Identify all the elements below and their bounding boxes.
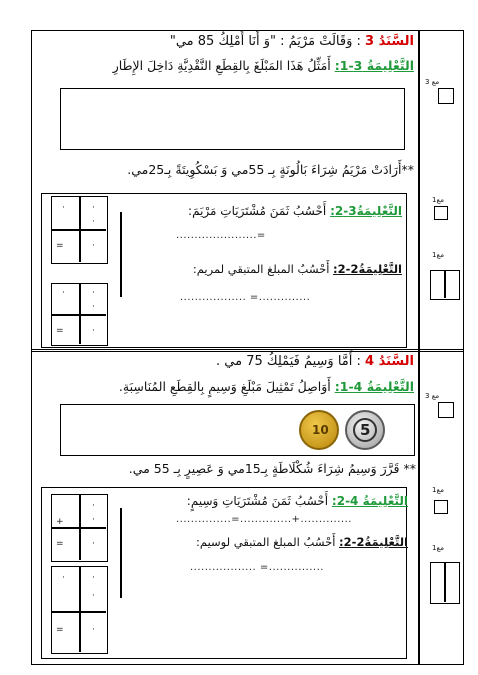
- section4-task1-label: التَّعْلِيمَةُ 4-1:: [334, 379, 414, 394]
- section4-crit-a-label: مع 3: [425, 392, 440, 400]
- grid-dot: ·: [92, 515, 95, 525]
- grid-dot: ·: [92, 625, 95, 635]
- section3-title: [170, 34, 414, 49]
- section4-crit-c-box[interactable]: [430, 562, 460, 604]
- section3-task1-label: التَّعْلِيمَةُ 3-1:: [334, 58, 414, 73]
- grid-plus: +: [56, 517, 64, 527]
- section3-task2-text: أَحْسُبُ ثَمَنَ مُشْتَرَيَاتِ مَرْيَمَ:: [188, 204, 327, 218]
- section4-title: [216, 354, 414, 369]
- section3-crit-c-box[interactable]: [430, 270, 460, 300]
- section3-crit-a-label: مع 3: [425, 78, 440, 86]
- section3-task3-text: أَحْسُبُ المبلغ المتبقي لمريم:: [192, 262, 330, 276]
- coin-5-icon: [345, 410, 385, 450]
- grid-dot: ·: [92, 203, 95, 213]
- grid-dot: ·: [62, 573, 65, 583]
- grid-dot: ·: [92, 217, 95, 227]
- grid-dot: ·: [92, 288, 95, 298]
- grid-dot: ·: [62, 288, 65, 298]
- section4-task3-label: التَّعْلِيمَةُ2-2:: [339, 535, 408, 549]
- grid-eq: =: [56, 241, 64, 251]
- section4-task2-answer[interactable]: ...............=..............+..............: [176, 514, 352, 525]
- section4-statement: ** قَرَّرَ وَسِيمُ شِرَاءَ شُكْلَاطَةٍ بِـ15مي وَ عَصِيرٍ بِـ 55 مي.: [128, 461, 416, 476]
- grid-dot: ·: [92, 573, 95, 583]
- section4-crit-a-box[interactable]: [438, 402, 454, 418]
- grid-dot: ·: [92, 241, 95, 251]
- section4-workgrid-2[interactable]: [51, 566, 108, 654]
- section3-task3-label: التَّعْلِيمَةُ2-2:: [333, 262, 402, 276]
- section4-task1-text: أَوَاصِلُ تَمْثِيلَ مَبْلَغِ وَسِيمٍ بِالقِطَعِ المُنَاسِبَةِ.: [118, 379, 331, 394]
- section4-task3-text: أَحْسُبُ المبلغ المتبقي لوسيم:: [196, 535, 336, 549]
- section3-crit-c-label: 1مع: [432, 251, 444, 259]
- section3-title-text: : وَقَالَتْ مَرْيَمُ : "وَ أَنَا أَمْلِكُ 85 مي": [169, 34, 361, 49]
- section3-task2-label: التَّعْلِيمَةُ3-2:: [330, 204, 402, 218]
- section3-separator: [120, 212, 122, 297]
- grid-dot: ·: [92, 539, 95, 549]
- section3-crit-b-label: 1مع: [432, 196, 444, 204]
- section4-title-text: : أَمَّا وَسِيمُ فَيَمْلِكُ 75 مي .: [216, 354, 361, 369]
- section4-crit-b-box[interactable]: [434, 500, 448, 514]
- section4-workgrid-1[interactable]: [51, 494, 108, 562]
- grid-dot: ·: [92, 326, 95, 336]
- section3-task3-answer[interactable]: .................. =..............: [180, 292, 311, 303]
- coin-10-icon: [299, 410, 339, 450]
- grid-dot: ·: [92, 302, 95, 312]
- section3-crit-a-box[interactable]: [438, 88, 454, 104]
- section4-task1: [119, 379, 414, 394]
- section4-task2-text: أَحْسُبُ ثَمَنَ مُشْتَرَيَاتِ وَسِيمٍ:: [186, 494, 329, 508]
- section3-workgrid-2[interactable]: [51, 283, 108, 346]
- grid-dot: ·: [62, 203, 65, 213]
- section4-crit-b-label: 1مع: [432, 486, 444, 494]
- section3-task3: [193, 262, 402, 276]
- section4-separator: [120, 508, 122, 598]
- section4-crit-c-label: 1مع: [432, 544, 444, 552]
- coin-10-value: 10: [312, 423, 329, 437]
- grid-eq: =: [56, 326, 64, 336]
- section3-coin-answer-box[interactable]: [60, 88, 405, 150]
- grid-eq: =: [56, 625, 64, 635]
- section4-title-label: السَّنَدُ 4: [365, 354, 414, 369]
- section3-task2: [188, 204, 402, 218]
- grid-eq: =: [56, 539, 64, 549]
- section3-title-label: السَّنَدُ 3: [365, 34, 414, 49]
- section3-task1: [113, 58, 414, 73]
- section4-task2: [187, 494, 408, 508]
- section3-task2-answer[interactable]: ......................=: [176, 230, 266, 241]
- coin-5-value: 5: [360, 421, 371, 439]
- section3-crit-b-box[interactable]: [434, 206, 448, 220]
- section3-workgrid-1[interactable]: [51, 196, 108, 264]
- section4-task3-answer[interactable]: .................. =...............: [190, 562, 324, 573]
- section3-task1-text: أَمَثِّلُ هَذَا المَبْلَغَ بِالقِطَعِ النَّقْدِيَّةِ دَاخِلَ الإِطَارِ: [112, 58, 331, 73]
- score-column-divider: [418, 30, 420, 665]
- section4-task2-label: التَّعْلِيمَةُ 4-2:: [331, 494, 408, 508]
- grid-dot: ·: [92, 501, 95, 511]
- section3-statement: **أَرَادَتْ مَرْيَمُ شِرَاءَ بَالُونَةٍ بِـ 55مي وَ بَسْكُوِيتَةً بِـ25مي.: [127, 162, 414, 177]
- section4-task3: [196, 535, 408, 549]
- grid-dot: ·: [92, 591, 95, 601]
